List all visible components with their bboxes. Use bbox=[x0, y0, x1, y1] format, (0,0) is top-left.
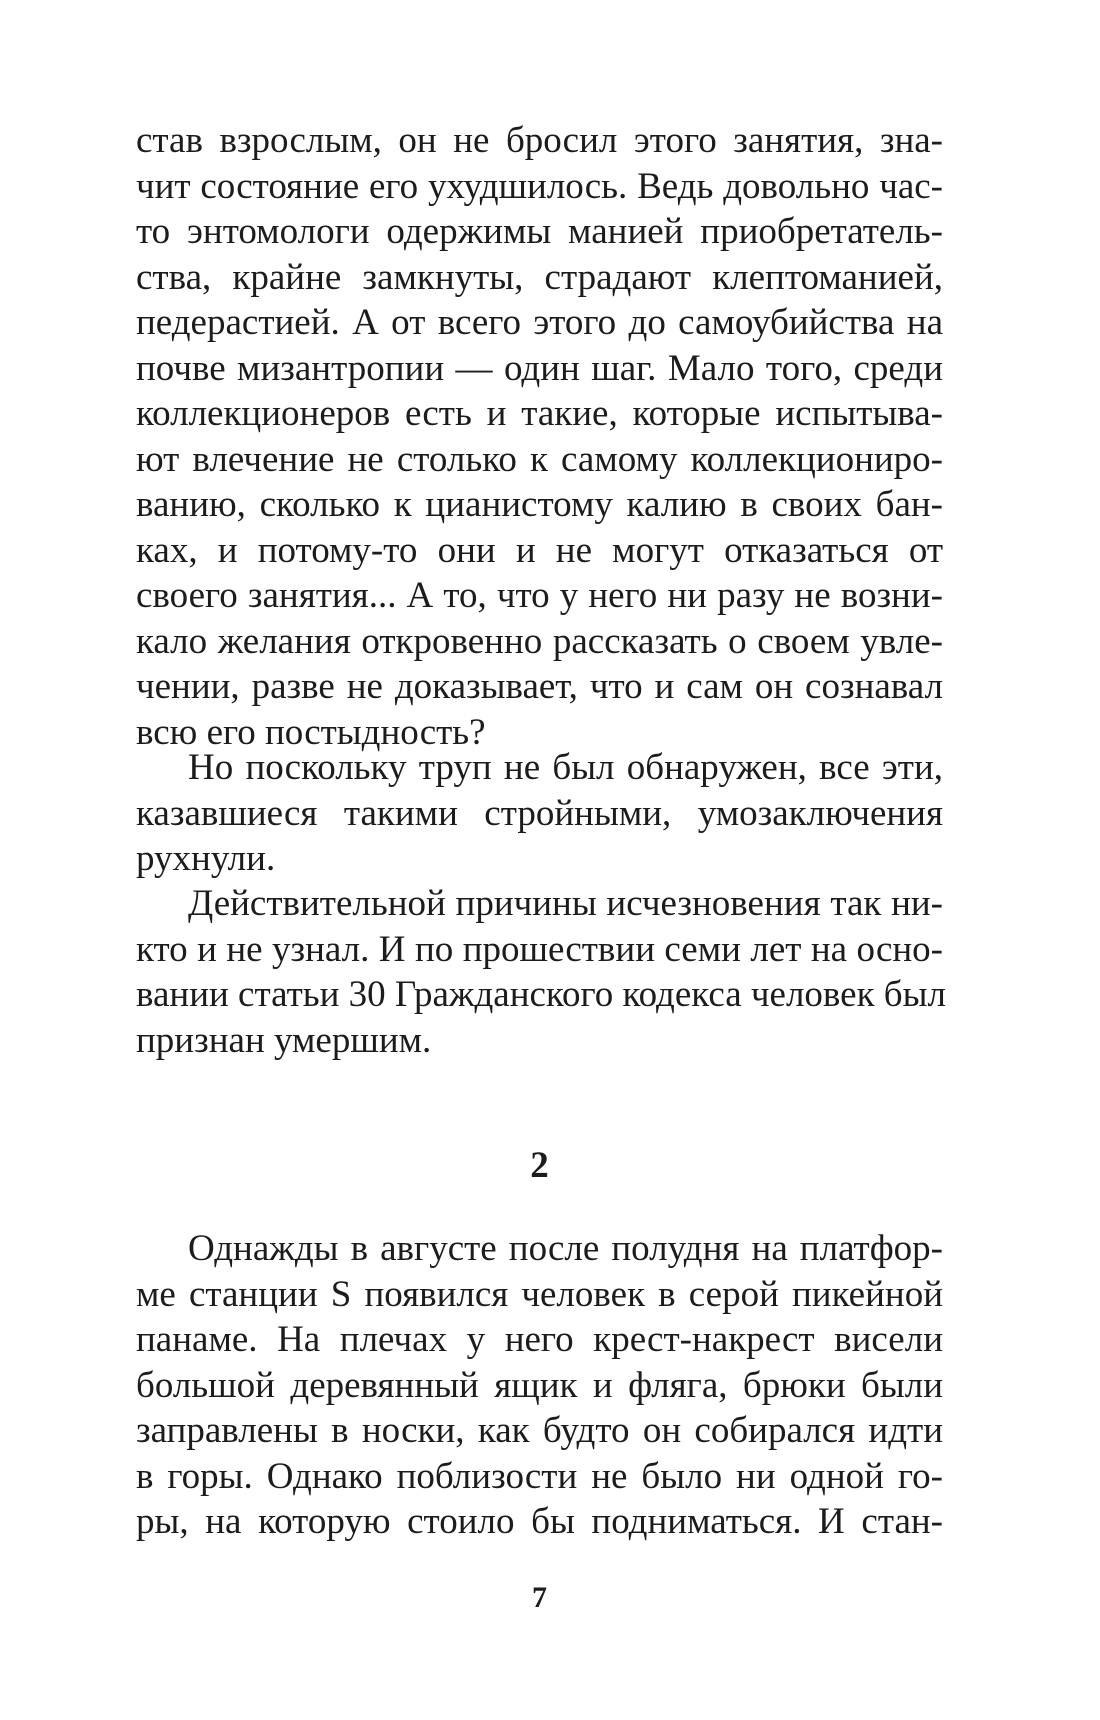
text-line: заправлены в носки, как будто он собирался идти bbox=[136, 1410, 943, 1451]
paragraph-continuation bbox=[136, 118, 943, 755]
paragraph bbox=[136, 745, 943, 882]
text-line: Однажды в августе после полудня на платфор- bbox=[188, 1228, 943, 1269]
paragraph bbox=[136, 881, 946, 1063]
text-line: вании статьи 30 Гражданского кодекса человек был bbox=[136, 974, 946, 1015]
text-line: ванию, сколько к цианистому калию в своих бан- bbox=[136, 484, 943, 525]
text-line: педерастией. А от всего этого до самоубийства на bbox=[136, 302, 943, 343]
text-line: то энтомологи одержимы манией приобретатель- bbox=[136, 211, 943, 252]
text-line: рухнули. bbox=[136, 838, 276, 879]
text-line: всю его постыдность? bbox=[136, 711, 486, 753]
text-line: став взрослым, он не бросил этого занятия, зна- bbox=[136, 120, 943, 161]
text-line: чении, разве не доказывает, что и сам он сознавал bbox=[136, 666, 943, 707]
text-line: кало желания откровенно рассказать о своем увле- bbox=[136, 620, 943, 662]
text-line: Но поскольку труп не был обнаружен, все эти, bbox=[188, 747, 943, 788]
text-line: ме станции S появился человек в серой пикейной bbox=[136, 1273, 943, 1315]
text-line: почве мизантропии — один шаг. Мало того, среди bbox=[136, 347, 943, 389]
text-line: своего занятия... А то, что у него ни разу не возни- bbox=[136, 575, 943, 616]
text-line: ры, на которую стоило бы подниматься. И стан- bbox=[136, 1501, 943, 1542]
text-line: чит состояние его ухудшилось. Ведь довольно час- bbox=[136, 165, 943, 207]
text-line: ют влечение не столько к самому коллекциониро- bbox=[136, 438, 943, 480]
text-line: коллекционеров есть и такие, которые испытыва- bbox=[136, 393, 943, 434]
page-number: 7 bbox=[532, 1581, 547, 1614]
text-line: большой деревянный ящик и фляга, брюки были bbox=[136, 1364, 943, 1406]
text-line: Действительной причины исчезновения так ни- bbox=[188, 883, 943, 924]
text-line: кто и не узнал. И по прошествии семи лет на осно- bbox=[136, 928, 943, 970]
chapter-number: 2 bbox=[530, 1145, 549, 1186]
chapter-paragraph bbox=[136, 1226, 943, 1545]
text-line: панаме. На плечах у него крест-накрест висели bbox=[136, 1319, 943, 1360]
text-line: в горы. Однако поблизости не было ни одной го- bbox=[136, 1455, 943, 1497]
text-line: ства, крайне замкнуты, страдают клептоманией, bbox=[136, 256, 943, 298]
text-line: ках, и потому-то они и не могут отказаться от bbox=[136, 529, 943, 571]
text-line: казавшиеся такими стройными, умозаключения bbox=[136, 792, 943, 834]
text-line: признан умершим. bbox=[136, 1019, 432, 1061]
